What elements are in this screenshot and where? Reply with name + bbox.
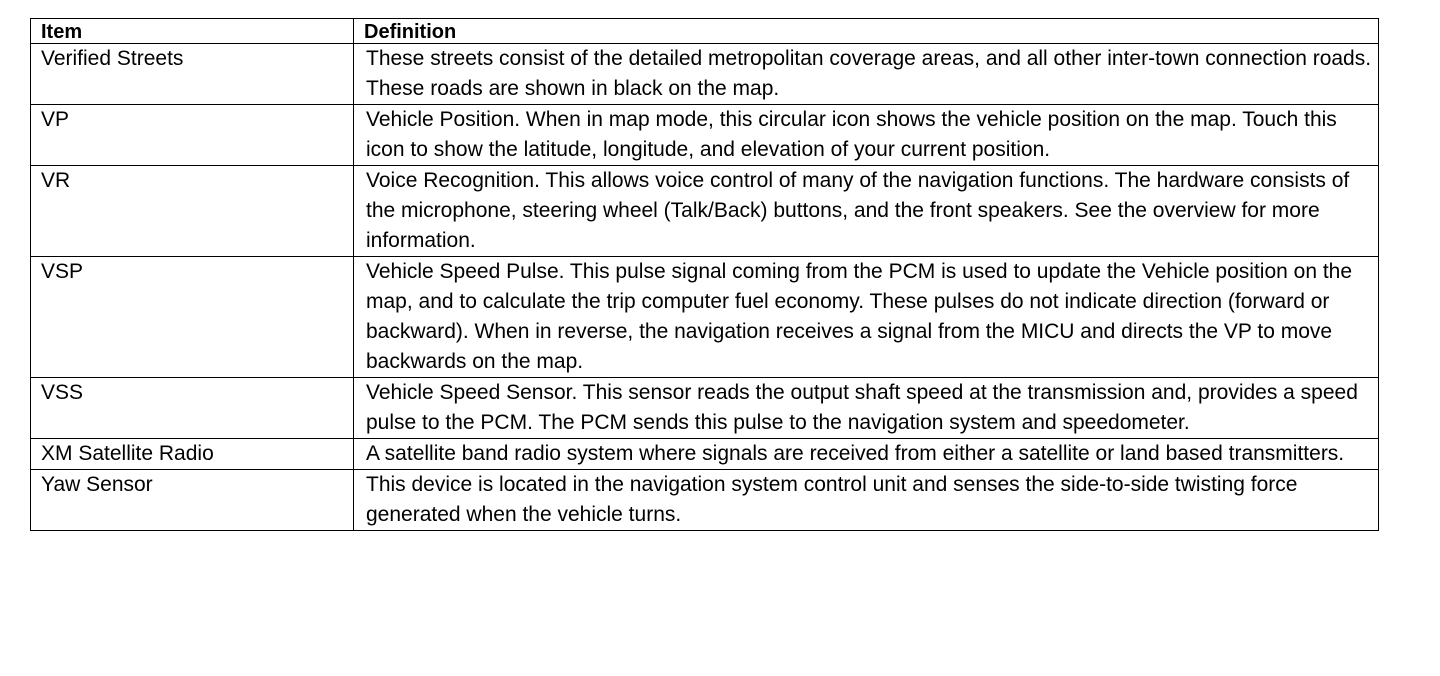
table-row [31, 257, 1379, 378]
table-row [31, 378, 1379, 439]
definition-cell: Vehicle Speed Pulse. This pulse signal coming from the PCM is used to update the Vehicle position on the map, and to calculate the trip computer fuel economy. These pulses do not indicate direction (forward or backward). When in reverse, the navigation receives a signal from the MICU and directs the VP to move backwards on the map. [354, 257, 1379, 378]
table-row [31, 439, 1379, 470]
term-cell: VP [31, 105, 354, 166]
term-cell: VSP [31, 257, 354, 378]
definition-cell: A satellite band radio system where signals are received from either a satellite or land based transmitters. [354, 439, 1379, 470]
glossary-table [30, 18, 1379, 531]
definition-cell: Vehicle Position. When in map mode, this circular icon shows the vehicle position on the map. Touch this icon to show the latitude, longitude, and elevation of your current position. [354, 105, 1379, 166]
column-header-definition: Definition [354, 19, 1379, 44]
table-header-row [31, 19, 1379, 44]
definition-cell: This device is located in the navigation system control unit and senses the side-to-side twisting force generated when the vehicle turns. [354, 470, 1379, 531]
table-row [31, 44, 1379, 105]
definition-cell: Vehicle Speed Sensor. This sensor reads the output shaft speed at the transmission and, provides a speed pulse to the PCM. The PCM sends this pulse to the navigation system and speedometer. [354, 378, 1379, 439]
term-cell: VSS [31, 378, 354, 439]
table-row [31, 166, 1379, 257]
term-cell: XM Satellite Radio [31, 439, 354, 470]
table-row [31, 105, 1379, 166]
term-cell: VR [31, 166, 354, 257]
column-header-item: Item [31, 19, 354, 44]
term-cell: Yaw Sensor [31, 470, 354, 531]
term-cell: Verified Streets [31, 44, 354, 105]
table-row [31, 470, 1379, 531]
definition-cell: These streets consist of the detailed metropolitan coverage areas, and all other inter-town connection roads. These roads are shown in black on the map. [354, 44, 1379, 105]
definition-cell: Voice Recognition. This allows voice control of many of the navigation functions. The hardware consists of the microphone, steering wheel (Talk/Back) buttons, and the front speakers. See the overview for more information. [354, 166, 1379, 257]
